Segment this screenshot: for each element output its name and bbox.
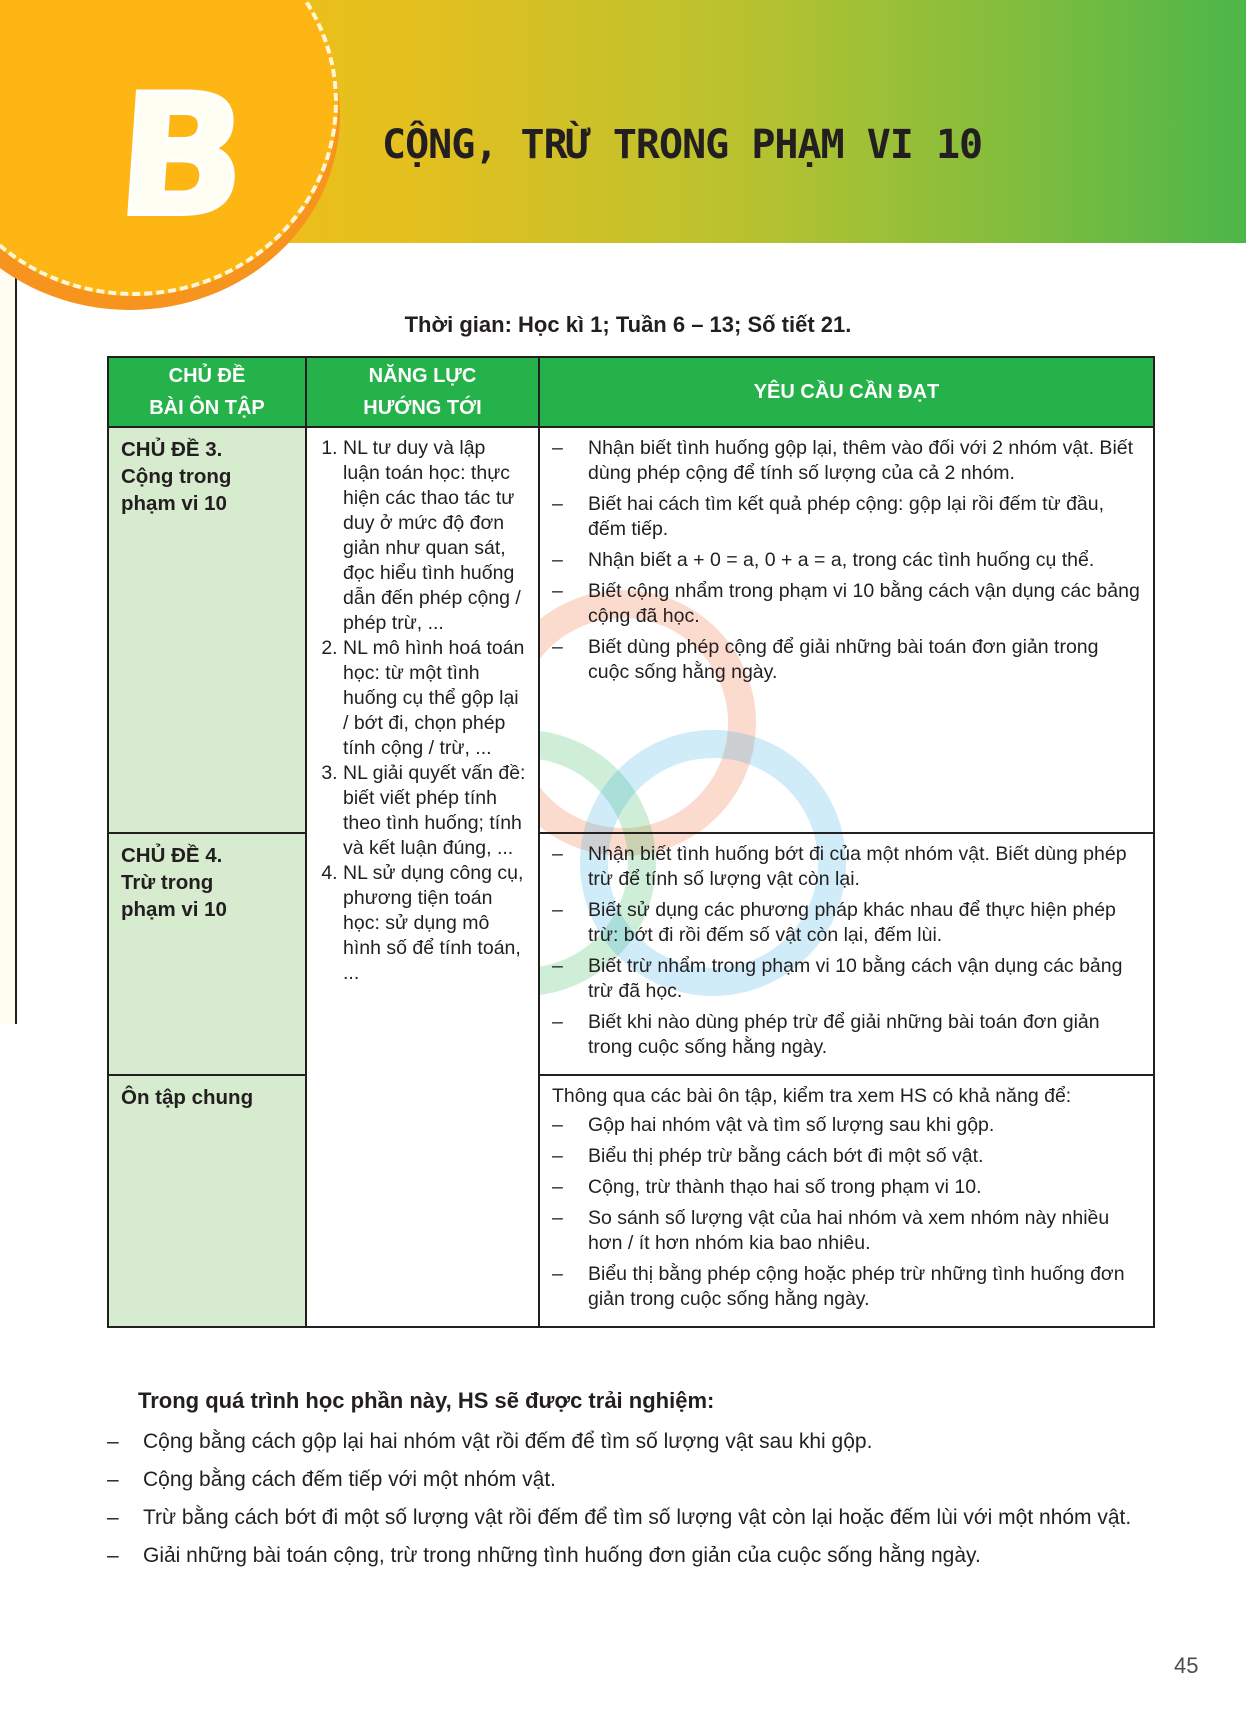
competency-item: 3. NL giải quyết vấn đề: biết viết phép tính theo tình huống; tính và kết luận đúng, ... (343, 761, 526, 861)
review-intro: Thông qua các bài ôn tập, kiểm tra xem HS có khả năng để: (552, 1085, 1072, 1107)
header-competency-line1: NĂNG LỰC (368, 365, 477, 387)
list-item: – Giải những bài toán cộng, trừ trong những tình huống đơn giản của cuộc sống hằng ngày. (107, 1542, 1153, 1569)
topic3-line2: Cộng trong (121, 465, 232, 488)
experience-list (107, 1428, 1153, 1580)
topic4-cell (108, 833, 306, 1075)
header-topic-line1: CHỦ ĐỀ (168, 365, 246, 387)
curriculum-table (107, 356, 1155, 1328)
experience-title: Trong quá trình học phần này, HS sẽ được trải nghiệm: (138, 1388, 715, 1413)
req-topic4-list (552, 842, 1141, 1060)
list-item: – Biết sử dụng các phương pháp khác nhau để thực hiện phép trừ: bớt đi rồi đếm số vật còn lại, đếm lùi. (552, 898, 1141, 948)
topic4-line1: CHỦ ĐỀ 4. (121, 844, 223, 867)
list-item: – Biểu thị phép trừ bằng cách bớt đi một số vật. (552, 1144, 1141, 1169)
competency-item: 2. NL mô hình hoá toán học: từ một tình huống cụ thể gộp lại / bớt đi, chọn phép tính cộng / trừ, ... (343, 636, 526, 761)
list-item: – Cộng bằng cách đếm tiếp với một nhóm vật. (107, 1466, 1153, 1493)
list-item: – Trừ bằng cách bớt đi một số lượng vật rồi đếm để tìm số lượng vật còn lại hoặc đếm lùi với một nhóm vật. (107, 1504, 1153, 1531)
req-topic3-cell (539, 427, 1154, 833)
list-item: – Biểu thị bằng phép cộng hoặc phép trừ những tình huống đơn giản trong cuộc sống hằng ngày. (552, 1262, 1141, 1312)
table-row-topic3 (108, 427, 1154, 833)
header-competency (306, 357, 539, 427)
competency-cell (306, 427, 539, 1075)
header-requirements: YÊU CẦU CẦN ĐẠT (539, 357, 1154, 427)
header-competency-line2: HƯỚNG TỚI (363, 397, 482, 419)
topic4-line2: Trừ trong (121, 871, 214, 894)
list-item: – Biết trừ nhẩm trong phạm vi 10 bằng cách vận dụng các bảng trừ đã học. (552, 954, 1141, 1004)
list-item: – Biết khi nào dùng phép trừ để giải những bài toán đơn giản trong cuộc sống hằng ngày. (552, 1010, 1141, 1060)
chapter-title: CỘNG, TRỪ TRONG PHẠM VI 10 (382, 122, 983, 168)
req-topic3-list (552, 436, 1141, 685)
list-item: – Biết cộng nhẩm trong phạm vi 10 bằng cách vận dụng các bảng cộng đã học. (552, 579, 1141, 629)
req-topic4-cell (539, 833, 1154, 1075)
competency-item: 1. NL tư duy và lập luận toán học: thực hiện các thao tác tư duy ở mức độ đơn giản như quan sát, đọc hiểu tình huống dẫn đến phép cộng / phép trừ, ... (343, 436, 526, 636)
req-review-list (552, 1113, 1141, 1312)
badge-letter: B (111, 58, 253, 254)
topic4-line3: phạm vi 10 (121, 898, 227, 921)
review-competency-cell (306, 1075, 539, 1327)
page-number: 45 (1174, 1653, 1199, 1678)
header-topic-line2: BÀI ÔN TẬP (149, 397, 265, 419)
list-item: – Nhận biết a + 0 = a, 0 + a = a, trong các tình huống cụ thể. (552, 548, 1141, 573)
topic3-cell (108, 427, 306, 833)
list-item: – Gộp hai nhóm vật và tìm số lượng sau khi gộp. (552, 1113, 1141, 1138)
time-line: Thời gian: Học kì 1; Tuần 6 – 13; Số tiết 21. (404, 312, 852, 337)
req-review-cell (539, 1075, 1154, 1327)
review-cell: Ôn tập chung (108, 1075, 306, 1327)
competency-item: 4. NL sử dụng công cụ, phương tiện toán học: sử dụng mô hình số để tính toán, ... (343, 861, 526, 986)
list-item: – Cộng bằng cách gộp lại hai nhóm vật rồi đếm để tìm số lượng vật sau khi gộp. (107, 1428, 1153, 1455)
list-item: – Biết dùng phép cộng để giải những bài toán đơn giản trong cuộc sống hằng ngày. (552, 635, 1141, 685)
list-item: – Nhận biết tình huống bớt đi của một nhóm vật. Biết dùng phép trừ để tính số lượng vật còn lại. (552, 842, 1141, 892)
list-item: – Cộng, trừ thành thạo hai số trong phạm vi 10. (552, 1175, 1141, 1200)
table-row-topic4 (108, 833, 1154, 1075)
list-item: – So sánh số lượng vật của hai nhóm và xem nhóm này nhiều hơn / ít hơn nhóm kia bao nhiêu. (552, 1206, 1141, 1256)
table-row-review (108, 1075, 1154, 1327)
competency-list (319, 436, 526, 986)
list-item: – Nhận biết tình huống gộp lại, thêm vào đối với 2 nhóm vật. Biết dùng phép cộng để tính số lượng của cả 2 nhóm. (552, 436, 1141, 486)
table-header-row (108, 357, 1154, 427)
header-topic (108, 357, 306, 427)
topic3-line3: phạm vi 10 (121, 492, 227, 515)
topic3-line1: CHỦ ĐỀ 3. (121, 438, 223, 461)
list-item: – Biết hai cách tìm kết quả phép cộng: gộp lại rồi đếm từ đầu, đếm tiếp. (552, 492, 1141, 542)
